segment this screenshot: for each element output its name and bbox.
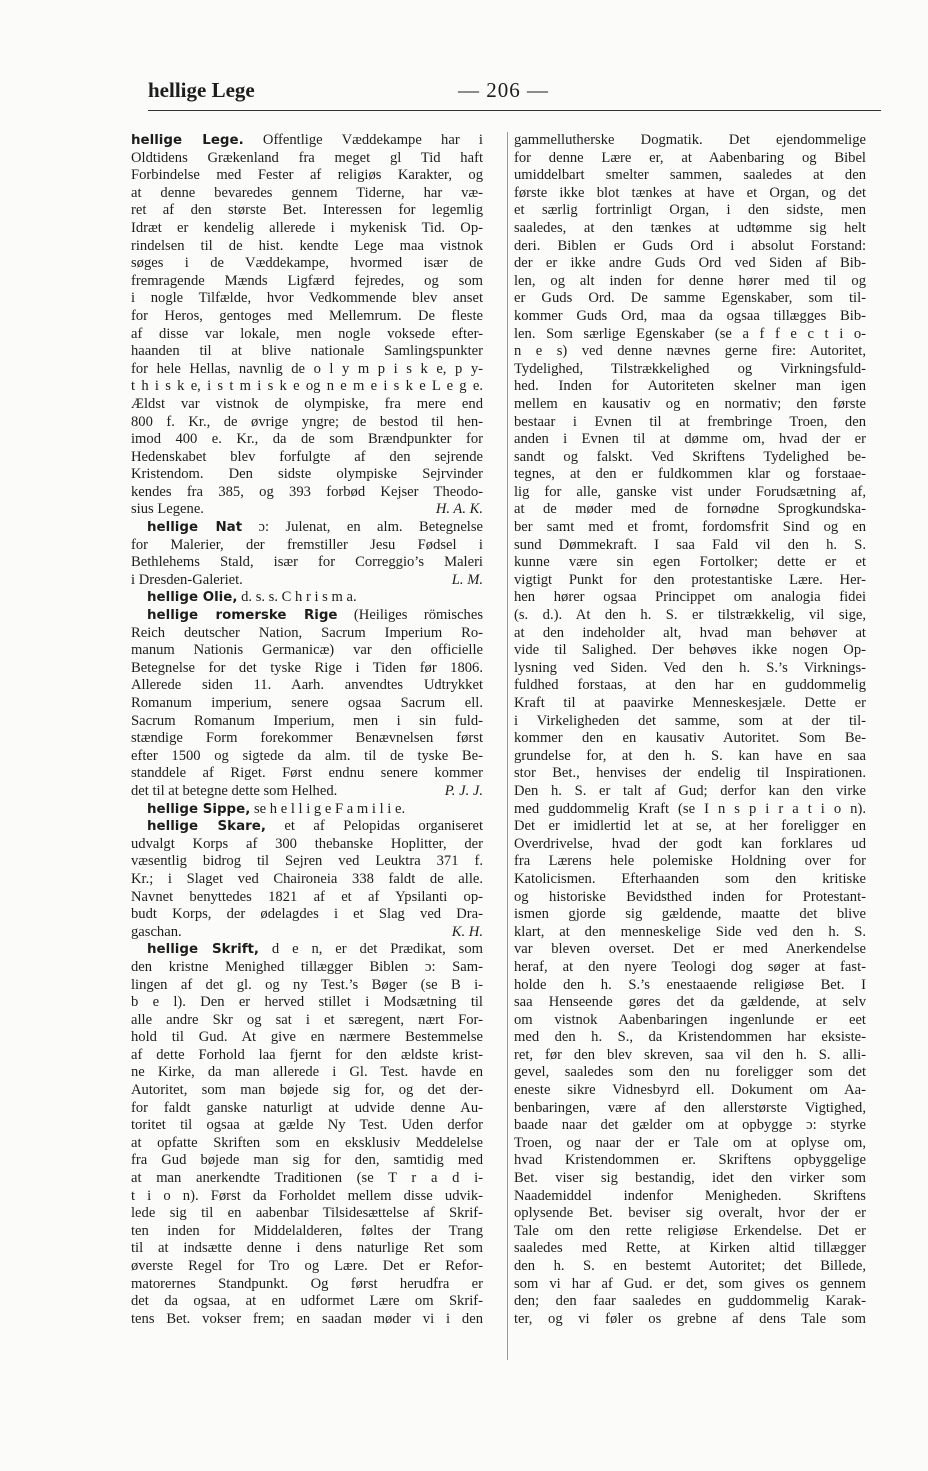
line-text: med guddommelig Kraft (se I n s p i r a t i o n). bbox=[514, 800, 866, 817]
text-line bbox=[131, 1064, 483, 1082]
line-text: der er ikke andre Guds Ord ved Siden af Bib- bbox=[514, 255, 866, 272]
text-line bbox=[131, 220, 483, 238]
line-text: om vistnok Aabenbaringen ingenlunde er eet bbox=[514, 1011, 866, 1028]
text-line bbox=[131, 1311, 483, 1329]
line-text: (s. d.). At den h. S. er tilstrækkelig, vil sige, bbox=[514, 607, 866, 624]
line-text: hold til Gud. At give en nærmere Bestemmelse bbox=[131, 1029, 483, 1046]
text-line bbox=[131, 361, 483, 379]
text-line bbox=[514, 572, 866, 590]
author-signature: P. J. J. bbox=[444, 782, 483, 799]
line-text: deri. Biblen er Guds Ord i absolut Forstand: bbox=[514, 237, 866, 254]
line-text: for hele Hellas, navnlig de o l y m p i s k e, p y- bbox=[131, 360, 483, 377]
text-line bbox=[514, 1100, 866, 1118]
text-line bbox=[514, 677, 866, 695]
text-line bbox=[514, 202, 866, 220]
text-line bbox=[514, 449, 866, 467]
line-text: b e l). Den er herved stillet i Modsætning til bbox=[131, 994, 483, 1011]
line-text: bestaar i Evnen til at frembringe Troen, den bbox=[514, 413, 866, 430]
text-line bbox=[514, 994, 866, 1012]
text-line bbox=[131, 1205, 483, 1223]
line-text: fra Gud bøjede man sig for den, samtidig med bbox=[131, 1152, 483, 1169]
text-line bbox=[514, 1240, 866, 1258]
text-line bbox=[131, 642, 483, 660]
line-text: n e s) ved denne nævnes gerne fire: Autoritet, bbox=[514, 343, 866, 360]
text-line bbox=[131, 238, 483, 256]
text-line bbox=[514, 836, 866, 854]
text-line bbox=[514, 396, 866, 414]
line-text: af dette Forhold laa fjernt for den ældste krist- bbox=[131, 1046, 483, 1063]
line-text: Idræt er kendelig allerede i mykenisk Tid. Op- bbox=[131, 219, 483, 236]
line-text: et af Pelopidas organiseret bbox=[265, 818, 483, 835]
text-line bbox=[514, 308, 866, 326]
line-text: tegnes, at den er fuldkommen klar og forstaae- bbox=[514, 466, 866, 483]
line-text: imod 400 e. Kr., da de som Brændpunkter for bbox=[131, 431, 483, 448]
line-text: budt Korps, der ødelagdes i et Slag ved Dra- bbox=[131, 906, 483, 923]
entry-headword: hellige Sippe, bbox=[147, 801, 251, 817]
text-line bbox=[514, 1135, 866, 1153]
text-line bbox=[131, 449, 483, 467]
line-text: for Malerier, der fremstiller Jesu Fødsel i bbox=[131, 536, 483, 553]
text-line bbox=[131, 308, 483, 326]
line-text: saaledes, at den tænkes at udtømme sig helt bbox=[514, 219, 866, 236]
line-text: Det er imidlertid let at se, at her foreligger en bbox=[514, 818, 866, 835]
text-line bbox=[514, 959, 866, 977]
text-line bbox=[514, 501, 866, 519]
page-header bbox=[148, 76, 881, 110]
author-signature: K. H. bbox=[451, 923, 483, 940]
line-text: ber samt med et fromt, fordomsfrit Sind og en bbox=[514, 519, 866, 536]
line-text: stændige Form forekommer Benævnelsen først bbox=[131, 730, 483, 747]
text-line bbox=[514, 238, 866, 256]
line-text: saa Henseende gøres det da gældende, at selv bbox=[514, 994, 866, 1011]
line-text: øverste Regel for Tro og Lære. Det er Refor- bbox=[131, 1258, 483, 1274]
text-line bbox=[514, 1188, 866, 1206]
line-text: holde den h. S.’s enestaaende religiøse Bet. I bbox=[514, 976, 866, 993]
text-line bbox=[131, 660, 483, 678]
line-text: Tydelighed, Tilstrækkelighed og Virkningsfuld- bbox=[514, 360, 866, 377]
line-text: t h i s k e, i s t m i s k e og n e m e i s k e L e g e. bbox=[131, 378, 483, 395]
line-text: at den indeholder alt, hvad man behøver at bbox=[514, 624, 866, 641]
column-divider bbox=[507, 132, 508, 1360]
text-line bbox=[131, 1170, 483, 1188]
line-text: alle andre Skr og sat i et særegent, nært For- bbox=[131, 1011, 483, 1028]
text-line bbox=[514, 466, 866, 484]
text-line bbox=[131, 343, 483, 361]
line-text: standdele af Riget. Først endnu senere kommer bbox=[131, 765, 483, 782]
line-text: var bleven overset. Det er med Anerkendelse bbox=[514, 941, 866, 958]
line-text: til at indsætte denne i dens naturlige Ret som bbox=[131, 1240, 483, 1257]
line-text: ret, før den blev skreven, saa vil den h. S. alli- bbox=[514, 1046, 866, 1063]
text-line bbox=[514, 1170, 866, 1188]
text-line bbox=[131, 607, 483, 625]
text-line bbox=[131, 431, 483, 449]
text-line bbox=[514, 326, 866, 344]
text-line bbox=[514, 378, 866, 396]
line-text: lede sig til en aabenbar Tilsidesættelse af Skrif- bbox=[131, 1205, 483, 1222]
text-line bbox=[131, 1012, 483, 1030]
line-text: hed. Inden for Autoriteten skelner man igen bbox=[514, 378, 866, 395]
line-text: Ældst var vistnok de olympiske, fra mere end bbox=[131, 395, 483, 412]
line-text: Allerede siden 11. Aarh. anvendtes Udtrykket bbox=[131, 677, 483, 694]
text-line bbox=[131, 202, 483, 220]
text-line bbox=[131, 132, 483, 150]
text-line bbox=[131, 625, 483, 643]
text-line bbox=[514, 1258, 866, 1276]
line-text: Overdrivelse, hvad der godt kan forklares ud bbox=[514, 835, 866, 852]
line-text: haanden til at blive nationale Samlingspunkter bbox=[131, 343, 483, 360]
line-text: anden i Evnen til at dømme om, hvad der er bbox=[514, 431, 866, 448]
text-line bbox=[514, 625, 866, 643]
line-text: Den h. S. er talt af Gud; derfor kan den virke bbox=[514, 782, 866, 799]
line-text: (Heiliges römisches bbox=[337, 607, 483, 624]
entry-headword: hellige Nat bbox=[147, 520, 243, 536]
text-line bbox=[514, 554, 866, 572]
right-column bbox=[514, 132, 866, 1328]
line-text: og historiske Bevidsthed inden for Protestant- bbox=[514, 888, 866, 905]
text-line bbox=[131, 941, 483, 959]
text-line bbox=[514, 1117, 866, 1135]
line-text: væsentlig bidrog til Sejren ved Leuktra 371 f. bbox=[131, 853, 483, 870]
entry-headword: hellige romerske Rige bbox=[147, 608, 338, 624]
text-line bbox=[131, 290, 483, 308]
text-line bbox=[514, 343, 866, 361]
text-line bbox=[514, 748, 866, 766]
entry-headword: hellige Skare, bbox=[147, 819, 266, 835]
line-text: sandt og falskt. Ved Skriftens Tydelighed be- bbox=[514, 448, 866, 465]
text-line bbox=[514, 150, 866, 168]
line-text: i nogle Tilfælde, hvor Vedkommende blev anset bbox=[131, 290, 483, 307]
text-line bbox=[131, 871, 483, 889]
line-text: Tale om den rette religiøse Erkendelse. Det er bbox=[514, 1222, 866, 1239]
text-line bbox=[514, 1029, 866, 1047]
text-line bbox=[131, 501, 483, 519]
line-text: fra Lærens hele polemiske Holdning over for bbox=[514, 853, 866, 870]
line-text: sund Dømmekraft. I saa Fald vil den h. S. bbox=[514, 536, 866, 553]
line-text: mellem en kausativ og en normativ; den første bbox=[514, 395, 866, 412]
running-head: hellige Lege bbox=[148, 78, 255, 102]
text-line bbox=[131, 677, 483, 695]
text-line bbox=[514, 924, 866, 942]
text-line bbox=[514, 1152, 866, 1170]
line-text: søges i de Væddekampe, hvormed især de bbox=[131, 255, 483, 272]
text-line bbox=[131, 1276, 483, 1294]
line-text: den h. S. en bestemt Autoritet; det Billede, bbox=[514, 1258, 866, 1274]
text-line bbox=[514, 818, 866, 836]
text-line bbox=[514, 589, 866, 607]
line-text: 800 f. Kr., de øvrige yngre; de bestod til hen- bbox=[131, 413, 483, 430]
line-text: Forbindelse med Fester af religiøs Karakter, og bbox=[131, 167, 483, 184]
line-text: heraf, at den nyere Teologi dog søger at fast- bbox=[514, 958, 866, 975]
line-text: er Guds Ord. De samme Egenskaber, som til- bbox=[514, 290, 866, 307]
line-text: at opfatte Skriften som en eksklusiv Meddelelse bbox=[131, 1134, 483, 1151]
line-text: Betegnelse for det tyske Rige i Tiden før 1806. bbox=[131, 659, 483, 676]
line-text: at man anerkendte Traditionen (se T r a d i- bbox=[131, 1170, 483, 1187]
line-text: vigtigt Punkt for den protestantiske Lære. Her- bbox=[514, 571, 866, 588]
text-line bbox=[131, 853, 483, 871]
author-signature: H. A. K. bbox=[435, 501, 483, 518]
text-line bbox=[131, 1240, 483, 1258]
text-line bbox=[514, 941, 866, 959]
text-line bbox=[131, 466, 483, 484]
text-line bbox=[131, 1135, 483, 1153]
line-text: tens Bet. vokser frem; en saadan møder vi i den bbox=[131, 1310, 483, 1327]
entry-headword: hellige Lege. bbox=[131, 133, 244, 148]
text-line bbox=[131, 326, 483, 344]
line-text: baade naar det gælder om at opbygge ɔ: styrke bbox=[514, 1117, 866, 1134]
text-line bbox=[131, 959, 483, 977]
text-line bbox=[514, 132, 866, 150]
text-line bbox=[131, 1293, 483, 1311]
line-text: ter, og vi føler os grebne af dens Tale som bbox=[514, 1310, 866, 1327]
line-text: Oldtidens Grækenland fra meget gl Tid haft bbox=[131, 149, 483, 166]
text-line bbox=[131, 378, 483, 396]
text-line bbox=[514, 906, 866, 924]
text-line bbox=[514, 1205, 866, 1223]
line-text: med den h. S., da Kristendommen har eksiste- bbox=[514, 1029, 866, 1046]
line-text: den; den faar saaledes en guddommelig Karak- bbox=[514, 1293, 866, 1310]
text-line bbox=[131, 150, 483, 168]
text-line bbox=[131, 554, 483, 572]
text-line bbox=[131, 1047, 483, 1065]
text-line bbox=[514, 977, 866, 995]
line-text: efter 1500 og sigtede da alm. til de tyske Be- bbox=[131, 747, 483, 764]
text-line bbox=[514, 431, 866, 449]
line-text: rindelsen til de hist. kendte Lege maa vistnok bbox=[131, 237, 483, 254]
text-line bbox=[131, 484, 483, 502]
text-line bbox=[131, 589, 483, 607]
line-text: d e n, er det Prædikat, som bbox=[259, 941, 483, 958]
line-text: at de møder med de fornødne Sprogkundska- bbox=[514, 501, 866, 518]
text-line bbox=[514, 1293, 866, 1311]
text-line bbox=[514, 273, 866, 291]
text-line bbox=[514, 660, 866, 678]
line-text: Offentlige Væddekampe har i bbox=[243, 132, 483, 148]
text-line bbox=[514, 220, 866, 238]
line-text: ret af den største Bet. Interessen for legemlig bbox=[131, 202, 483, 219]
line-text: fuldhed forstaas, at den har en guddommelig bbox=[514, 677, 866, 694]
line-text: lig for alle, ganske vist under Forudsætning af, bbox=[514, 483, 866, 500]
line-text: Naademiddel indenfor Menigheden. Skriftens bbox=[514, 1187, 866, 1204]
line-text: len, og alt inden for denne hører med til og bbox=[514, 272, 866, 289]
line-text: grundelse for, at den h. S. kan have en saa bbox=[514, 747, 866, 764]
line-text: gevel, saaledes som den nu foreligger som det bbox=[514, 1064, 866, 1081]
line-text: gaschan. bbox=[131, 923, 182, 940]
line-text: Troen, og naar der er Tale om at oplyse om, bbox=[514, 1134, 866, 1151]
line-text: sius Legene. bbox=[131, 501, 204, 518]
text-line bbox=[514, 889, 866, 907]
text-line bbox=[131, 273, 483, 291]
text-line bbox=[514, 607, 866, 625]
text-line bbox=[514, 1223, 866, 1241]
text-line bbox=[131, 783, 483, 801]
line-text: Hedenskabet blev forfulgte af den sejrende bbox=[131, 448, 483, 465]
line-text: kendes fra 385, og 393 forbød Kejser Theodo- bbox=[131, 483, 483, 500]
line-text: lysning ved Siden. Ved den h. S.’s Virknings- bbox=[514, 659, 866, 676]
text-line bbox=[131, 713, 483, 731]
line-text: udvalgt Korps af 300 thebanske Hoplitter, der bbox=[131, 835, 483, 852]
line-text: klart, at den menneskelige Side ved den h. S. bbox=[514, 923, 866, 940]
text-line bbox=[514, 765, 866, 783]
text-line bbox=[131, 1258, 483, 1276]
line-text: oplysende Bet. beviser sig overalt, hvor der er bbox=[514, 1205, 866, 1222]
text-line bbox=[514, 730, 866, 748]
line-text: kunne være sin egen Fortolker; dette er et bbox=[514, 554, 866, 571]
entry-headword: hellige Olie, bbox=[147, 590, 238, 606]
line-text: kommer den en kausativ Autoritet. Som Be- bbox=[514, 730, 866, 747]
text-line bbox=[131, 801, 483, 819]
line-text: at denne bevaredes gennem Tiderne, har væ- bbox=[131, 184, 483, 201]
line-text: af disse var lokale, men nogle voksede efter- bbox=[131, 325, 483, 342]
text-line bbox=[514, 255, 866, 273]
text-line bbox=[131, 519, 483, 537]
text-line bbox=[131, 1100, 483, 1118]
line-text: i Dresden-Galeriet. bbox=[131, 571, 243, 588]
text-line bbox=[131, 889, 483, 907]
line-text: Romanum imperium, senere ogsaa Sacrum ell. bbox=[131, 695, 483, 711]
line-text: fremragende Mænds Ligfærd fejredes, og som bbox=[131, 272, 483, 289]
line-text: Kraft til at paavirke Menneskesjæle. Dette er bbox=[514, 695, 866, 711]
line-text: gammellutherske Dogmatik. Det ejendommelige bbox=[514, 132, 866, 148]
line-text: som vi har af Gud. er det, som gives os gennem bbox=[514, 1275, 866, 1292]
line-text: umiddelbart smelter sammen, saaledes at den bbox=[514, 167, 866, 184]
text-line bbox=[514, 1276, 866, 1294]
line-text: et særlig fortrinligt Organ, i den sidste, men bbox=[514, 202, 866, 219]
text-line bbox=[131, 977, 483, 995]
line-text: matorernes Standpunkt. Og først herudfra er bbox=[131, 1275, 483, 1292]
text-line bbox=[514, 484, 866, 502]
line-text: Reich deutscher Nation, Sacrum Imperium Ro- bbox=[131, 624, 483, 641]
text-line bbox=[131, 818, 483, 836]
text-line bbox=[131, 185, 483, 203]
text-line bbox=[131, 1117, 483, 1135]
line-text: eneste sikre Vidnesbyrd ell. Dokument om Aa- bbox=[514, 1082, 866, 1099]
header-rule bbox=[148, 110, 881, 111]
line-text: det til at betegne dette som Helhed. bbox=[131, 782, 338, 799]
text-line bbox=[131, 1082, 483, 1100]
text-line bbox=[131, 537, 483, 555]
text-line bbox=[514, 167, 866, 185]
text-line bbox=[514, 801, 866, 819]
text-line bbox=[131, 994, 483, 1012]
entry-headword: hellige Skrift, bbox=[147, 942, 260, 958]
text-line bbox=[131, 1188, 483, 1206]
line-text: len. Som særlige Egenskaber (se a f f e c t i o- bbox=[514, 325, 866, 342]
line-text: lingen af det gl. og ny Test.’s Bøger (se B i- bbox=[131, 976, 483, 993]
text-line bbox=[514, 361, 866, 379]
text-line bbox=[514, 783, 866, 801]
text-line bbox=[131, 1223, 483, 1241]
line-text: Autoritet, som man bøjede sig for, og det der- bbox=[131, 1082, 483, 1099]
text-line bbox=[131, 1029, 483, 1047]
text-line bbox=[514, 290, 866, 308]
line-text: for faldt ganske naturligt at udvide denne Au- bbox=[131, 1099, 483, 1116]
line-text: ten inden for Middelalderen, føltes der Trang bbox=[131, 1222, 483, 1239]
line-text: Navnet benyttedes 1821 af et af Ypsilanti op- bbox=[131, 888, 483, 905]
line-text: det da ogsaa, at en udformet Lære om Skrif- bbox=[131, 1293, 483, 1310]
text-line bbox=[131, 748, 483, 766]
text-line bbox=[131, 730, 483, 748]
text-line bbox=[131, 906, 483, 924]
text-line bbox=[514, 713, 866, 731]
text-line bbox=[514, 1064, 866, 1082]
text-line bbox=[514, 853, 866, 871]
line-text: i Virkeligheden det samme, som at der til- bbox=[514, 712, 866, 729]
page-number: — 206 — bbox=[458, 78, 549, 102]
line-text: Katolicismen. Efterhaanden som den kritiske bbox=[514, 870, 866, 887]
left-column bbox=[131, 132, 483, 1328]
line-text: ne Kirke, da man allerede i Gl. Test. havde en bbox=[131, 1064, 483, 1081]
text-line bbox=[131, 924, 483, 942]
text-line bbox=[514, 519, 866, 537]
line-text: manum Nationis Germanicæ) var den officielle bbox=[131, 642, 483, 659]
line-text: Bethlehems Stald, især for Correggio’s Maleri bbox=[131, 554, 483, 571]
text-line bbox=[514, 871, 866, 889]
line-text: kommer Guds Ord, maa da ogsaa tillægges Bib- bbox=[514, 307, 866, 324]
line-text: saaledes med Rette, at Kirken altid tillægger bbox=[514, 1240, 866, 1257]
line-text: for Heros, gentoges med Mellemrum. De fleste bbox=[131, 307, 483, 324]
text-line bbox=[514, 537, 866, 555]
text-line bbox=[131, 695, 483, 713]
line-text: se h e l l i g e F a m i l i e. bbox=[250, 800, 406, 817]
text-line bbox=[131, 1152, 483, 1170]
line-text: vide til Salighed. Der behøves ikke nogen Op- bbox=[514, 642, 866, 659]
author-signature: L. M. bbox=[451, 571, 483, 588]
text-line bbox=[131, 396, 483, 414]
text-line bbox=[514, 1012, 866, 1030]
text-line bbox=[131, 255, 483, 273]
text-line bbox=[514, 1047, 866, 1065]
text-line bbox=[514, 695, 866, 713]
line-text: toritet til ogsaa at gælde Ny Test. Uden derfor bbox=[131, 1117, 483, 1134]
text-line bbox=[514, 1082, 866, 1100]
text-line bbox=[514, 414, 866, 432]
line-text: Bet. viser sig bestandig, idet den virker som bbox=[514, 1170, 866, 1187]
line-text: benbaringen, være af den allerstørste Vigtighed, bbox=[514, 1099, 866, 1116]
line-text: Sacrum Romanum Imperium, men i sin fuld- bbox=[131, 712, 483, 729]
text-line bbox=[514, 185, 866, 203]
text-line bbox=[131, 572, 483, 590]
line-text: stor Bet., henvises der endelig til Inspirationen. bbox=[514, 765, 866, 782]
line-text: første ikke blot tænkes at have et Organ, og det bbox=[514, 184, 866, 201]
line-text: hen hører ogsaa Princippet om analogia fidei bbox=[514, 589, 866, 606]
line-text: Kr.; i Slaget ved Chaironeia 338 faldt de alle. bbox=[131, 870, 483, 887]
line-text: ismen gjorde sig gældende, maatte det blive bbox=[514, 906, 866, 923]
text-line bbox=[131, 167, 483, 185]
text-line bbox=[514, 642, 866, 660]
text-line bbox=[131, 414, 483, 432]
line-text: Kristendom. Den sidste olympiske Sejrvinder bbox=[131, 466, 483, 483]
text-line bbox=[514, 1311, 866, 1329]
line-text: ɔ: Julenat, en alm. Betegnelse bbox=[242, 519, 483, 536]
line-text: for denne Lære er, at Aabenbaring og Bibel bbox=[514, 149, 866, 166]
line-text: t i o n). Først da Forholdet mellem disse udvik- bbox=[131, 1187, 483, 1204]
line-text: d. s. s. C h r i s m a. bbox=[237, 589, 357, 606]
line-text: hvad Kristendommen er. Skriftens opbyggelige bbox=[514, 1152, 866, 1169]
text-line bbox=[131, 765, 483, 783]
line-text: den kristne Menighed tillægger Biblen ɔ: Sam- bbox=[131, 958, 483, 975]
text-line bbox=[131, 836, 483, 854]
